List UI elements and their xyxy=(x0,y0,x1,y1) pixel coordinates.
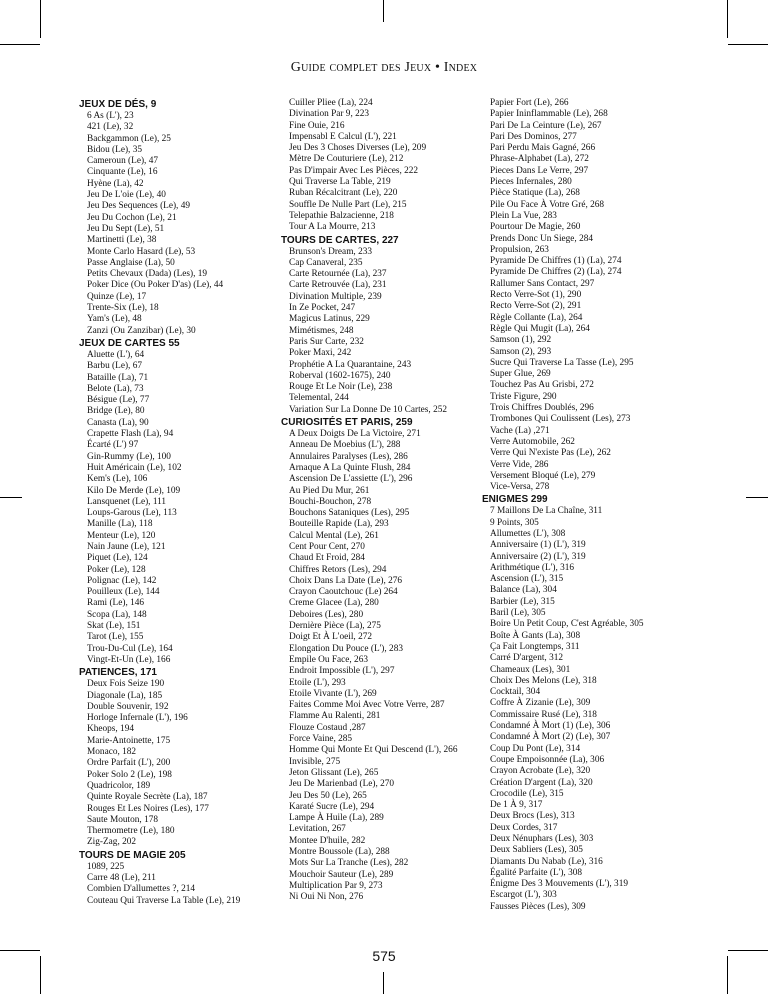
index-entry: Nain Jaune (Le), 121 xyxy=(87,541,166,552)
index-entry: Pouilleux (Le), 144 xyxy=(87,587,160,598)
index-entry: Canasta (La), 90 xyxy=(87,417,149,428)
index-entry: Règle Collante (La), 264 xyxy=(490,312,583,323)
index-entry: Backgammon (Le), 25 xyxy=(87,133,171,144)
index-entry: Énigme Des 3 Mouvements (L'), 319 xyxy=(490,879,629,890)
index-entry: Diamants Du Nabab (Le), 316 xyxy=(490,856,603,867)
index-entry: Magicus Latinus, 229 xyxy=(289,314,370,325)
index-entry: Super Glue, 269 xyxy=(490,369,551,380)
index-entry: 1089, 225 xyxy=(87,861,125,872)
index-entry: Boire Un Petit Coup, C'est Agréable, 305 xyxy=(490,619,644,630)
index-entry: Roberval (1602-1675), 240 xyxy=(289,370,391,381)
index-entry: Pourtour De Magie, 260 xyxy=(490,222,581,233)
index-entry: Cocktail, 304 xyxy=(490,687,541,698)
section-title: JEUX DE CARTES 55 xyxy=(79,337,180,349)
index-entry: Choix Des Melons (Le), 318 xyxy=(490,675,597,686)
index-entry: Martinetti (Le), 38 xyxy=(87,235,157,246)
index-entry: Cuiller Pliee (La), 224 xyxy=(289,98,373,108)
index-entry: Touchez Pas Au Grisbi, 272 xyxy=(490,380,594,391)
index-entry: Propulsion, 263 xyxy=(490,244,549,255)
index-entry: Boîte À Gants (La), 308 xyxy=(490,630,581,641)
index-entry: Kem's (Le), 106 xyxy=(87,474,148,485)
index-entry: Endroit Impossible (L'), 297 xyxy=(289,666,395,677)
index-entry: Papier Ininflammable (Le), 268 xyxy=(490,109,608,120)
index-entry: Balance (La), 304 xyxy=(490,585,557,596)
index-entry: Barbu (Le), 67 xyxy=(87,361,142,372)
index-entry: Mimétismes, 248 xyxy=(289,325,354,336)
index-entry: Au Pied Du Mur, 261 xyxy=(289,485,370,496)
index-entry: Barbier (Le), 315 xyxy=(490,596,555,607)
section-title: ENIGMES 299 xyxy=(482,494,548,506)
index-entry: Pièce Statique (La), 268 xyxy=(490,188,580,199)
index-entry: Chiffres Retors (Les), 294 xyxy=(289,564,387,575)
index-entry: Deboires (Les), 280 xyxy=(289,609,364,620)
index-column-2 xyxy=(281,98,481,903)
index-entry: Brunson's Dream, 233 xyxy=(289,246,373,257)
index-entry: Prends Donc Un Siege, 284 xyxy=(490,233,594,244)
running-header: Guide complet des Jeux • Index xyxy=(290,60,478,75)
index-entry: Bataille (La), 71 xyxy=(87,372,149,383)
section-title: CURIOSITÉS ET PARIS, 259 xyxy=(281,417,413,429)
index-entry: Deux Sabliers (Les), 305 xyxy=(490,845,583,856)
index-entry: Trou-Du-Cul (Le), 164 xyxy=(87,643,173,654)
index-entry: Empile Ou Face, 263 xyxy=(289,654,369,665)
index-entry: Souffle De Nulle Part (Le), 215 xyxy=(289,199,407,210)
index-entry: In Ze Pocket, 247 xyxy=(289,303,356,314)
index-entry: Bouchi-Bouchon, 278 xyxy=(289,496,372,507)
crop-mark-top-left-v xyxy=(40,0,41,38)
index-entry: Deux Brocs (Les), 313 xyxy=(490,811,575,822)
index-entry: Rouge Et Le Noir (Le), 238 xyxy=(289,382,393,393)
index-entry: Cap Canaveral, 235 xyxy=(289,257,363,268)
index-entry: Anniversaire (2) (L'), 319 xyxy=(490,551,586,562)
index-entry: Divination Par 9, 223 xyxy=(289,109,370,120)
index-entry: Huit Américain (Le), 102 xyxy=(87,462,182,473)
index-entry: Zanzi (Ou Zanzibar) (Le), 30 xyxy=(87,325,196,336)
index-entry: Carte Retrouvée (La), 231 xyxy=(289,280,387,291)
index-entry: Lampe À Huile (La), 289 xyxy=(289,813,384,824)
index-entry: Anniversaire (1) (L'), 319 xyxy=(490,540,586,551)
index-entry: Quinze (Le), 17 xyxy=(87,291,147,302)
index-entry: Monte Carlo Hasard (Le), 53 xyxy=(87,246,196,257)
index-entry: Dernière Pièce (La), 275 xyxy=(289,621,381,632)
crop-mark-left-center xyxy=(0,497,22,498)
index-entry: Rallumer Sans Contact, 297 xyxy=(490,278,595,289)
index-entry: Divination Multiple, 239 xyxy=(289,291,382,302)
index-entry: Aluette (L'), 64 xyxy=(87,349,145,360)
index-entry: Pieces Infernales, 280 xyxy=(490,177,572,188)
index-entry: Belote (La), 73 xyxy=(87,383,144,394)
index-entry: Gin-Rummy (Le), 100 xyxy=(87,451,171,462)
index-entry: Triste Figure, 290 xyxy=(490,391,557,402)
index-entry: Petits Chevaux (Dada) (Les), 19 xyxy=(87,269,208,280)
index-entry: Bridge (Le), 80 xyxy=(87,406,145,417)
index-entry: Calcul Mental (Le), 261 xyxy=(289,530,379,541)
index-entry: Fausses Pièces (Les), 309 xyxy=(490,901,586,912)
index-entry: Deux Cordes, 317 xyxy=(490,822,558,833)
index-column-3 xyxy=(482,98,682,913)
index-entry: Crapette Flash (La), 94 xyxy=(87,429,174,440)
index-entry: Lansquenet (Le), 111 xyxy=(87,496,167,507)
crop-mark-top-center xyxy=(383,0,384,22)
index-entry: Pyramide De Chiffres (1) (La), 274 xyxy=(490,256,622,267)
index-entry: Karaté Sucre (Le), 294 xyxy=(289,801,375,812)
index-entry: Cameroun (Le), 47 xyxy=(87,156,158,167)
index-entry: Quadricolor, 189 xyxy=(87,780,151,791)
index-entry: Coupe Empoisonnée (La), 306 xyxy=(490,754,605,765)
index-entry: Recto Verre-Sot (1), 290 xyxy=(490,290,582,301)
index-entry: 6 As (L'), 23 xyxy=(87,111,134,121)
index-entry: Règle Qui Mugit (La), 264 xyxy=(490,323,590,334)
index-entry: Papier Fort (Le), 266 xyxy=(490,98,569,108)
index-entry: Kilo De Merde (Le), 109 xyxy=(87,485,181,496)
index-entry: Fine Ouie, 216 xyxy=(289,120,345,131)
index-entry: Jeu Des 50 (Le), 265 xyxy=(289,790,367,801)
page-number: 575 xyxy=(372,948,396,964)
crop-mark-top-left-h xyxy=(0,44,40,45)
index-entry: Pas D'impair Avec Les Pièces, 222 xyxy=(289,165,419,176)
index-entry: Bouchons Sataniques (Les), 295 xyxy=(289,508,410,519)
index-entry: Pyramide De Chiffres (2) (La), 274 xyxy=(490,267,622,278)
index-entry: Recto Verre-Sot (2), 291 xyxy=(490,301,582,312)
index-entry: Verre Qui N'existe Pas (Le), 262 xyxy=(490,448,611,459)
crop-mark-bottom-center xyxy=(383,972,384,994)
index-entry: Ascension De L'assiette (L'), 296 xyxy=(289,474,413,485)
index-entry: Bouteille Rapide (La), 293 xyxy=(289,519,389,530)
index-entry: Doigt Et À L'oeil, 272 xyxy=(289,632,373,643)
crop-mark-right-center xyxy=(746,497,768,498)
index-entry: Passe Anglaise (La), 50 xyxy=(87,257,175,268)
index-entry: Samson (2), 293 xyxy=(490,346,552,357)
index-entry: Yam's (Le), 48 xyxy=(87,314,142,325)
index-entry: Ça Fait Longtemps, 311 xyxy=(490,641,580,652)
index-entry: Annulaires Paralyses (Les), 286 xyxy=(289,451,408,462)
index-entry: Deux Nénuphars (Les), 303 xyxy=(490,834,594,844)
index-entry: Verre Vide, 286 xyxy=(490,459,549,470)
index-entry: Double Souvenir, 192 xyxy=(87,701,169,712)
index-entry: Saute Mouton, 178 xyxy=(87,814,159,825)
index-entry: Kheops, 194 xyxy=(87,724,134,735)
crop-mark-top-right-v xyxy=(727,0,728,38)
index-entry: Quinte Royale Secrète (La), 187 xyxy=(87,792,208,803)
index-entry: De 1 À 9, 317 xyxy=(490,800,543,811)
index-entry: Telemental, 244 xyxy=(289,393,349,404)
index-entry: Trente-Six (Le), 18 xyxy=(87,303,159,314)
index-entry: Marie-Antoinette, 175 xyxy=(87,735,171,746)
index-entry: Montre Boussole (La), 288 xyxy=(289,847,390,857)
index-entry: Commissaire Rusé (Le), 318 xyxy=(490,709,597,720)
index-entry: Flouze Costaud ,287 xyxy=(289,722,366,733)
index-entry: Levitation, 267 xyxy=(289,824,346,835)
index-entry: Hyène (La), 42 xyxy=(87,178,144,189)
index-entry: Sucre Qui Traverse La Tasse (Le), 295 xyxy=(490,357,634,368)
index-entry: 7 Maillons De La Chaîne, 311 xyxy=(490,506,603,517)
index-entry: Poker (Le), 128 xyxy=(87,564,146,575)
index-entry: Pari Perdu Mais Gagné, 266 xyxy=(490,143,596,154)
index-entry: Ascension (L'), 315 xyxy=(490,574,564,585)
index-entry: Menteur (Le), 120 xyxy=(87,530,156,541)
index-entry: Jeu Des 3 Choses Diverses (Le), 209 xyxy=(289,143,427,154)
index-entry: Scopa (La), 148 xyxy=(87,609,147,620)
index-entry: Vache (La) ,271 xyxy=(490,425,550,436)
index-entry: Couteau Qui Traverse La Table (Le), 219 xyxy=(87,895,241,906)
index-entry: Loups-Garous (Le), 113 xyxy=(87,508,177,519)
index-entry: Arithmétique (L'), 316 xyxy=(490,562,575,573)
index-entry: Phrase-Alphabet (La), 272 xyxy=(490,154,589,165)
index-entry: Versement Bloqué (Le), 279 xyxy=(490,470,596,481)
index-entry: Anneau De Moebius (L'), 288 xyxy=(289,440,401,451)
index-entry: Création D'argent (La), 320 xyxy=(490,777,593,788)
index-entry: Rami (Le), 146 xyxy=(87,598,145,609)
index-entry: Bésigue (Le), 77 xyxy=(87,395,150,406)
index-entry: Paris Sur Carte, 232 xyxy=(289,336,364,347)
index-entry: Allumettes (L'), 308 xyxy=(490,528,566,539)
index-entry: Chaud Et Froid, 284 xyxy=(289,553,365,564)
index-entry: Ordre Parfait (L'), 200 xyxy=(87,758,171,769)
index-entry: Condamné À Mort (1) (Le), 306 xyxy=(490,721,611,732)
index-entry: Jeu Du Cochon (Le), 21 xyxy=(87,212,177,223)
index-entry: Rouges Et Les Noires (Les), 177 xyxy=(87,803,209,814)
index-entry: Crayon Caoutchouc (Le) 264 xyxy=(289,587,398,598)
index-entry: Trois Chiffres Doublés, 296 xyxy=(490,403,594,414)
index-entry: Tour A La Mourre, 213 xyxy=(289,222,376,233)
index-entry: Poker Maxi, 242 xyxy=(289,348,352,359)
index-entry: Ruban Récalcitrant (Le), 220 xyxy=(289,188,398,199)
index-entry: Tarot (Le), 155 xyxy=(87,632,144,643)
index-entry: Carré D'argent, 312 xyxy=(490,653,564,664)
index-entry: Thermometre (Le), 180 xyxy=(87,826,175,837)
index-entry: Vice-Versa, 278 xyxy=(490,482,550,493)
index-entry: Force Vaine, 285 xyxy=(289,734,353,745)
index-entry: Invisible, 275 xyxy=(289,756,341,767)
index-entry: Chameaux (Les), 301 xyxy=(490,664,571,675)
index-entry: Trombones Qui Coulissent (Les), 273 xyxy=(490,414,631,425)
index-entry: Flamme Au Ralenti, 281 xyxy=(289,711,381,722)
index-entry: Écarté (L') 97 xyxy=(87,440,139,451)
index-entry: Montee D'huile, 282 xyxy=(289,835,366,846)
index-entry: Variation Sur La Donne De 10 Cartes, 252 xyxy=(289,404,448,415)
index-entry: Escargot (L'), 303 xyxy=(490,890,557,901)
index-entry: 9 Points, 305 xyxy=(490,517,539,528)
index-entry: Bidou (Le), 35 xyxy=(87,144,142,155)
index-entry: Crocodile (Le), 315 xyxy=(490,788,564,799)
index-entry: Horloge Infernale (L'), 196 xyxy=(87,713,188,724)
index-entry: Polignac (Le), 142 xyxy=(87,575,157,586)
index-entry: Coffre À Zizanie (Le), 309 xyxy=(490,698,591,709)
index-entry: Monaco, 182 xyxy=(87,747,137,758)
index-entry: Jeu Des Sequences (Le), 49 xyxy=(87,201,191,212)
index-entry: Etoile (L'), 293 xyxy=(289,677,346,688)
section-title: TOURS DE MAGIE 205 xyxy=(79,849,186,861)
index-entry: 421 (Le), 32 xyxy=(87,122,134,133)
index-entry: Jeu De L'oie (Le), 40 xyxy=(87,190,166,201)
index-entry: Diagonale (La), 185 xyxy=(87,690,163,701)
index-entry: Skat (Le), 151 xyxy=(87,621,141,632)
index-entry: Verre Automobile, 262 xyxy=(490,436,575,447)
index-entry: Condamné À Mort (2) (Le), 307 xyxy=(490,732,611,743)
index-entry: Jeton Glissant (Le), 265 xyxy=(289,767,379,778)
index-entry: Combien D'allumettes ?, 214 xyxy=(87,884,196,895)
index-entry: Poker Dice (Ou Poker D'as) (Le), 44 xyxy=(87,280,224,291)
index-entry: Manille (La), 118 xyxy=(87,519,153,530)
index-entry: Jeu De Marienbad (Le), 270 xyxy=(289,779,395,790)
index-entry: Prophétie A La Quarantaine, 243 xyxy=(289,359,412,370)
index-entry: Elongation Du Pouce (L'), 283 xyxy=(289,643,403,654)
index-entry: Pieces Dans Le Verre, 297 xyxy=(490,165,589,176)
index-entry: Pile Ou Face À Votre Gré, 268 xyxy=(490,199,605,210)
index-entry: Mots Sur La Tranche (Les), 282 xyxy=(289,858,409,869)
index-entry: Multiplication Par 9, 273 xyxy=(289,880,383,891)
index-entry: Creme Glacee (La), 280 xyxy=(289,598,379,609)
index-entry: Plein La Vue, 283 xyxy=(490,210,557,221)
index-entry: Pari Des Dominos, 277 xyxy=(490,131,577,142)
index-entry: Égalité Parfaite (L'), 308 xyxy=(490,867,583,878)
index-entry: Cent Pour Cent, 270 xyxy=(289,541,365,552)
index-entry: Zig-Zag, 202 xyxy=(87,837,137,848)
section-title: TOURS DE CARTES, 227 xyxy=(281,234,399,246)
index-entry: Ni Oui Ni Non, 276 xyxy=(289,892,364,903)
index-entry: Arnaque A La Quinte Flush, 284 xyxy=(289,462,411,473)
crop-mark-top-right-h xyxy=(728,44,768,45)
index-entry: Poker Solo 2 (Le), 198 xyxy=(87,769,172,780)
index-entry: Choix Dans La Date (Le), 276 xyxy=(289,575,403,586)
index-entry: Mètre De Couturiere (Le), 212 xyxy=(289,154,404,165)
index-entry: Cinquante (Le), 16 xyxy=(87,167,158,178)
index-entry: Pari De La Ceinture (Le), 267 xyxy=(490,120,602,131)
index-entry: Jeu Du Sept (Le), 51 xyxy=(87,223,165,234)
index-entry: Mouchoir Sauteur (Le), 289 xyxy=(289,869,394,880)
index-entry: Coup Du Pont (Le), 314 xyxy=(490,743,581,754)
section-title: JEUX DE DÉS, 9 xyxy=(79,99,157,110)
index-entry: Piquet (Le), 124 xyxy=(87,553,148,564)
index-entry: Qui Traverse La Table, 219 xyxy=(289,177,391,188)
index-entry: Deux Fois Seize 190 xyxy=(87,679,165,690)
index-entry: Carte Retournée (La), 237 xyxy=(289,269,387,280)
index-column-1 xyxy=(79,98,279,907)
index-entry: A Deux Doigts De La Victoire, 271 xyxy=(289,429,421,440)
index-entry: Impensabl E Calcul (L'), 221 xyxy=(289,131,397,142)
section-title: PATIENCES, 171 xyxy=(79,667,157,679)
index-entry: Etoile Vivante (L'), 269 xyxy=(289,688,377,699)
index-entry: Vingt-Et-Un (Le), 166 xyxy=(87,654,171,665)
index-entry: Homme Qui Monte Et Qui Descend (L'), 266 xyxy=(289,745,458,756)
index-entry: Carre 48 (Le), 211 xyxy=(87,873,156,883)
index-entry: Baril (Le), 305 xyxy=(490,608,546,619)
index-entry: Telepathie Balzacienne, 218 xyxy=(289,210,394,221)
index-entry: Samson (1), 292 xyxy=(490,335,552,346)
index-entry: Faites Comme Moi Avec Votre Verre, 287 xyxy=(289,700,445,711)
index-entry: Crayon Acrobate (Le), 320 xyxy=(490,766,591,777)
